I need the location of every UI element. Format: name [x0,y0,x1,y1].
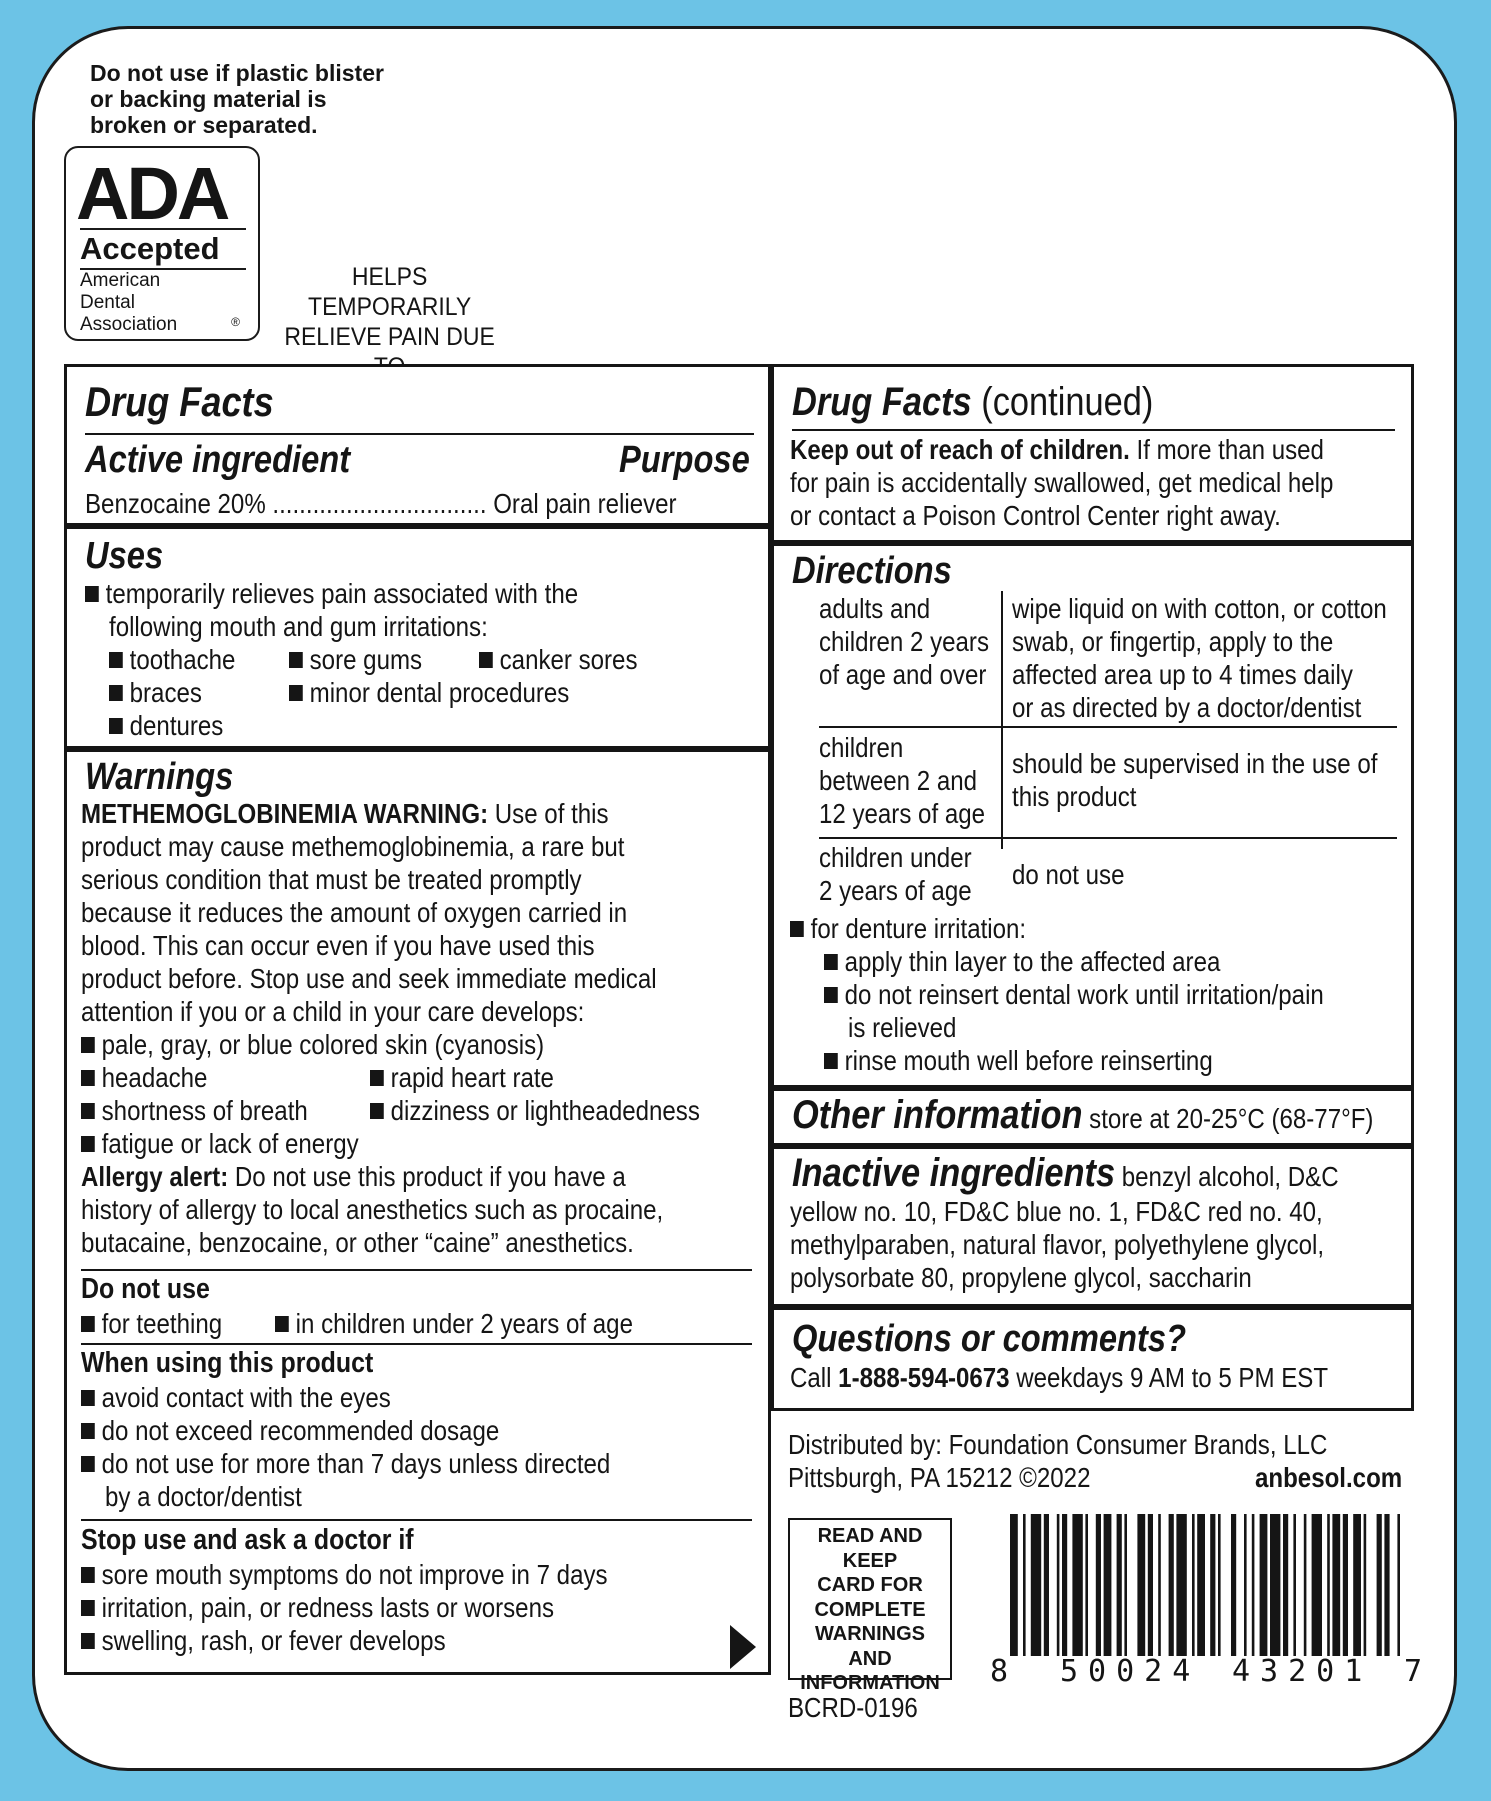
directions-who: children [819,732,904,763]
barcode-bar [1031,1514,1041,1656]
ada-accepted-text: Accepted [80,228,246,270]
directions-who: 12 years of age [819,798,986,829]
ada-logo-text: ADA [76,152,228,235]
questions-phone-line: Call 1-888-594-0673 weekdays 9 AM to 5 PM EST [790,1362,1329,1393]
row-divider [819,726,1397,728]
bullet-icon [81,1136,95,1152]
barcode-bar [1023,1514,1026,1656]
bullet-icon [81,1103,95,1119]
distributor-city: Pittsburgh, PA 15212 ©2022 [788,1462,1091,1493]
drug-facts-title: Drug Facts [85,378,274,425]
distributor-line: Distributed by: Foundation Consumer Brands, LLC [788,1429,1328,1460]
bullet-icon [81,1070,95,1086]
do-not-use-heading: Do not use [81,1273,210,1305]
warnings-heading: Warnings [85,756,234,798]
uses-item: braces [109,676,202,709]
symptom-item: pale, gray, or blue colored skin (cyanosis) [81,1028,544,1061]
purpose-heading: Purpose [619,439,750,481]
bullet-icon [824,954,838,970]
allergy-alert-line: butacaine, benzocaine, or other “caine” anesthetics. [81,1227,634,1258]
inactive-ingredients-row: Inactive ingredients benzyl alcohol, D&C [792,1151,1339,1195]
barcode-bar [1062,1514,1067,1656]
symptom-item: headache [81,1061,207,1094]
meth-warning-line: because it reduces the amount of oxygen carried in [81,897,628,928]
denture-item: rinse mouth well before reinserting [824,1044,1213,1077]
table-divider-vertical [1001,591,1003,849]
barcode [1010,1514,1410,1656]
questions-heading: Questions or comments? [792,1318,1187,1360]
barcode-bar [1231,1514,1236,1656]
directions-what: or as directed by a doctor/dentist [1012,692,1362,723]
active-ingredient-heading: Active ingredient [85,439,351,481]
stop-use-item: swelling, rash, or fever develops [81,1624,446,1657]
uses-line: temporarily relieves pain associated with the [85,577,578,610]
symptom-item: rapid heart rate [370,1061,554,1094]
barcode-bar [1158,1514,1161,1656]
do-not-use-item: in children under 2 years of age [275,1307,633,1340]
directions-what: wipe liquid on with cotton, or cotton [1012,593,1387,624]
barcode-bar [1364,1514,1367,1656]
barcode-bar [1117,1514,1122,1656]
barcode-bar [1197,1514,1205,1656]
barcode-bar [1124,1514,1127,1656]
bullet-icon [790,921,804,937]
barcode-bar [1137,1514,1145,1656]
directions-who: children 2 years [819,626,989,657]
bullet-icon [81,1316,95,1332]
meth-warning-line: product before. Stop use and seek immediate medical [81,963,657,994]
website-link[interactable]: anbesol.com [1255,1462,1403,1493]
barcode-digit: 8 [990,1654,1019,1689]
barcode-bar [1312,1514,1322,1656]
divider [81,1269,752,1271]
drug-facts-continued-panel [771,364,1414,1411]
barcode-digits-left: 50024 [1060,1654,1201,1689]
barcode-bar [1010,1514,1018,1656]
section-divider [774,540,1411,546]
bullet-icon [109,718,123,734]
directions-what: affected area up to 4 times daily [1012,659,1353,690]
barcode-bar [1332,1514,1340,1656]
other-info-row: Other information store at 20-25°C (68-77°F) [792,1093,1374,1137]
bullet-icon [275,1316,289,1332]
barcode-bar [1377,1514,1382,1656]
bullet-icon [370,1103,384,1119]
directions-what: swab, or fingertip, apply to the [1012,626,1334,657]
inactive-ingredients-line: methylparaben, natural flavor, polyethylene glycol, [790,1229,1325,1260]
barcode-bar [1384,1514,1389,1656]
divider [81,1519,752,1521]
inactive-ingredients-line: yellow no. 10, FD&C blue no. 1, FD&C red no. 40, [790,1196,1323,1227]
stop-use-heading: Stop use and ask a doctor if [81,1524,414,1556]
barcode-bar [1085,1514,1088,1656]
when-using-item: do not use for more than 7 days unless directed [81,1447,610,1480]
directions-who: of age and over [819,659,987,690]
product-code: BCRD-0196 [788,1692,918,1723]
bullet-icon [289,685,303,701]
section-divider [774,1085,1411,1091]
when-using-item: do not exceed recommended dosage [81,1414,499,1447]
phone-number[interactable]: 1-888-594-0673 [838,1362,1010,1393]
when-using-item: by a doctor/dentist [105,1481,302,1512]
barcode-bar [1343,1514,1348,1656]
meth-warning-line: product may cause methemoglobinemia, a rare but [81,831,625,862]
bullet-icon [370,1070,384,1086]
symptom-item: shortness of breath [81,1094,308,1127]
bullet-icon [109,652,123,668]
divider [81,1343,752,1345]
bullet-icon [289,652,303,668]
drug-facts-panel [64,364,771,1675]
directions-who: children under [819,842,972,873]
blister-warning: Do not use if plastic blister or backing material is broken or separated. [90,60,384,138]
bullet-icon [81,1037,95,1053]
uses-heading: Uses [85,535,164,577]
barcode-bar [1252,1514,1255,1656]
bullet-icon [824,987,838,1003]
allergy-alert-line: Allergy alert: Do not use this product if you have a [81,1161,626,1192]
stop-use-item: irritation, pain, or redness lasts or worsens [81,1591,554,1624]
denture-heading: for denture irritation: [790,912,1026,945]
barcode-bar [1293,1514,1296,1656]
keep-out-line: or contact a Poison Control Center right away. [790,500,1281,531]
directions-heading: Directions [792,550,952,592]
barcode-bar [1072,1514,1082,1656]
section-divider [774,1143,1411,1149]
active-ingredient-row: Benzocaine 20% ................................ Oral pain reliever [85,488,677,519]
directions-what: this product [1012,781,1137,812]
barcode-bar [1096,1514,1101,1656]
denture-item: apply thin layer to the affected area [824,945,1220,978]
barcode-bar [1397,1514,1400,1656]
uses-item: dentures [109,709,223,742]
meth-warning-line: serious condition that must be treated promptly [81,864,582,895]
section-divider [67,746,768,752]
bullet-icon [81,1600,95,1616]
meth-warning-line: attention if you or a child in your care develops: [81,996,585,1027]
bullet-icon [81,1633,95,1649]
allergy-alert-line: history of allergy to local anesthetics such as procaine, [81,1194,664,1225]
uses-line: following mouth and gum irritations: [109,611,488,642]
symptom-item: fatigue or lack of energy [81,1127,359,1160]
ada-org-name: American Dental Association [80,270,178,335]
barcode-bar [1192,1514,1195,1656]
bullet-icon [81,1390,95,1406]
uses-item: sore gums [289,643,422,676]
meth-warning-line: METHEMOGLOBINEMIA WARNING: Use of this [81,798,609,829]
section-divider [67,523,768,529]
barcode-bar [1283,1514,1288,1656]
bullet-icon [81,1567,95,1583]
ada-accepted-seal [64,146,260,341]
barcode-bar [1104,1514,1112,1656]
barcode-bar [1260,1514,1268,1656]
continue-arrow-icon [730,1625,756,1669]
divider [85,433,754,435]
directions-what: should be supervised in the use of [1012,748,1378,779]
bullet-icon [479,652,493,668]
when-using-item: avoid contact with the eyes [81,1381,391,1414]
drug-facts-continued-title: Drug Facts (continued) [792,380,1154,424]
barcode-bar [1169,1514,1174,1656]
barcode-bar [1176,1514,1186,1656]
bullet-icon [81,1456,95,1472]
barcode-bar [1148,1514,1153,1656]
barcode-bar [1327,1514,1330,1656]
denture-item: do not reinsert dental work until irritation/pain [824,978,1324,1011]
bullet-icon [109,685,123,701]
barcode-bar [1210,1514,1215,1656]
bullet-icon [824,1053,838,1069]
row-divider [819,837,1397,839]
barcode-bar [1218,1514,1221,1656]
barcode-digits-right: 43201 [1232,1654,1373,1689]
barcode-bar [1244,1514,1247,1656]
barcode-bar [1270,1514,1280,1656]
directions-what: do not use [1012,859,1125,890]
keep-out-line: for pain is accidentally swallowed, get medical help [790,467,1334,498]
section-divider [774,1304,1411,1310]
do-not-use-item: for teething [81,1307,222,1340]
barcode-check-digit: 7 [1404,1654,1433,1689]
divider [792,429,1395,431]
keep-out-line: Keep out of reach of children. If more than used [790,434,1324,465]
meth-warning-line: blood. This can occur even if you have used this [81,930,595,961]
uses-item: toothache [109,643,235,676]
inactive-ingredients-line: polysorbate 80, propylene glycol, saccharin [790,1262,1252,1293]
bullet-icon [85,586,99,602]
bullet-icon [81,1423,95,1439]
symptom-item: dizziness or lightheadedness [370,1094,700,1127]
registered-mark: ® [231,315,240,329]
denture-item: is relieved [848,1012,957,1043]
barcode-bar [1044,1514,1049,1656]
product-claim: HELPS TEMPORARILY RELIEVE PAIN DUE [284,263,495,351]
read-keep-card-box: READ AND KEEP CARD FOR COMPLETE WARNINGS AND INFORMATION [788,1518,952,1680]
stop-use-item: sore mouth symptoms do not improve in 7 days [81,1558,608,1591]
barcode-bar [1057,1514,1060,1656]
uses-item: canker sores [479,643,637,676]
when-using-heading: When using this product [81,1347,374,1379]
directions-who: between 2 and [819,765,977,796]
directions-who: 2 years of age [819,875,972,906]
uses-item: minor dental procedures [289,676,569,709]
barcode-bar [1353,1514,1361,1656]
directions-who: adults and [819,593,931,624]
barcode-bar [1304,1514,1307,1656]
